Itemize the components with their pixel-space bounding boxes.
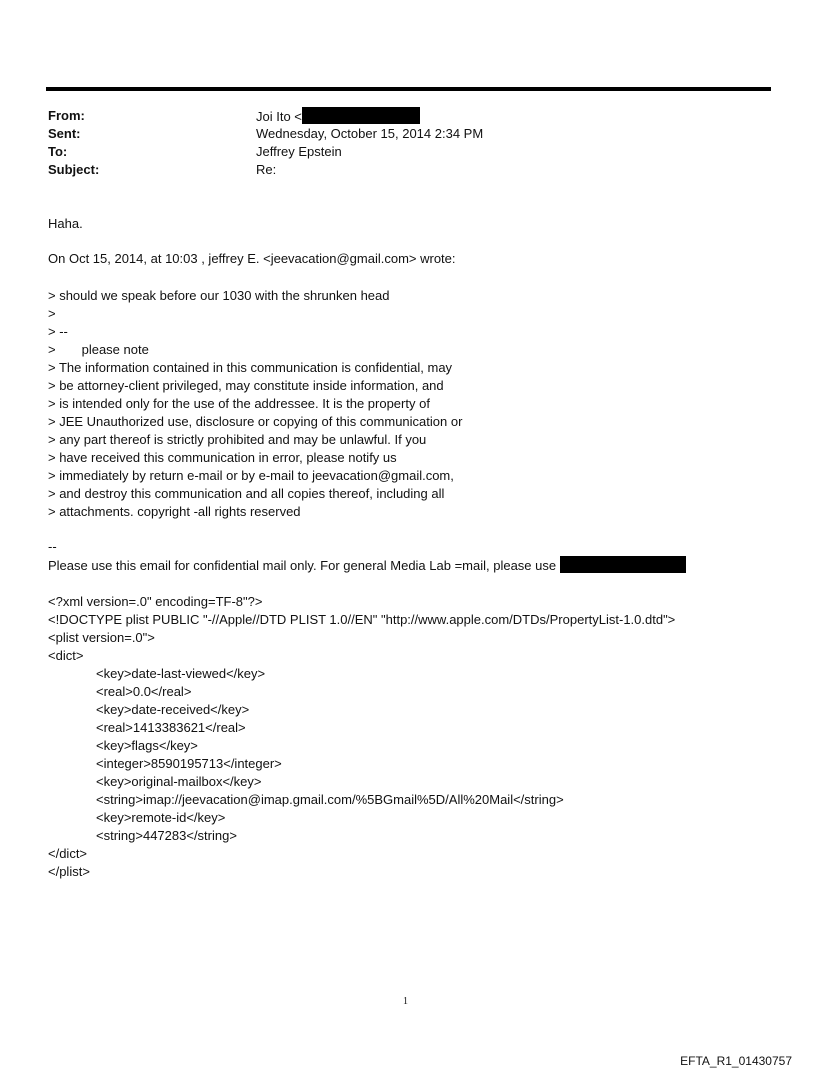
sent-label: Sent: xyxy=(48,126,81,141)
quoted-line: > xyxy=(48,306,56,321)
plist-open: <plist version=.0"> xyxy=(48,630,155,645)
quoted-line: > JEE Unauthorized use, disclosure or copying of this communication or xyxy=(48,414,463,429)
quote-marker: > xyxy=(48,342,56,357)
attribution: On Oct 15, 2014, at 10:03 , jeffrey E. <jeevacation@gmail.com> wrote: xyxy=(48,251,456,266)
quoted-line: > and destroy this communication and all copies thereof, including all xyxy=(48,486,445,501)
signature-separator: -- xyxy=(48,539,57,554)
quoted-line: > The information contained in this communication is confidential, may xyxy=(48,360,453,375)
signature-text: Please use this email for confidential mail only. For general Media Lab =mail, please use xyxy=(48,558,557,573)
plist-entry: <real>0.0</real> xyxy=(96,684,192,699)
plist-entry: <real>1413383621</real> xyxy=(96,720,246,735)
quoted-line: > have received this communication in error, please notify us xyxy=(48,450,397,465)
dict-open: <dict> xyxy=(48,648,84,663)
greeting: Haha. xyxy=(48,216,83,231)
plist-close: </plist> xyxy=(48,864,90,879)
quoted-line xyxy=(48,341,149,359)
to-value: Jeffrey Epstein xyxy=(256,144,342,159)
plist-entry: <key>flags</key> xyxy=(96,738,198,753)
sent-value: Wednesday, October 15, 2014 2:34 PM xyxy=(256,126,484,141)
from-name: Joi Ito < xyxy=(256,109,302,124)
plist-entry: <key>date-last-viewed</key> xyxy=(96,666,266,681)
plist-doctype: <!DOCTYPE plist PUBLIC "-//Apple//DTD PLIST 1.0//EN" "http://www.apple.com/DTDs/PropertyList-1.0.dtd"> xyxy=(48,612,676,627)
to-label: To: xyxy=(48,144,68,159)
redaction-box xyxy=(560,556,686,573)
quoted-line: > any part thereof is strictly prohibited and may be unlawful. If you xyxy=(48,432,427,447)
page-number: 1 xyxy=(403,996,408,1007)
quoted-line: > be attorney-client privileged, may constitute inside information, and xyxy=(48,378,444,393)
signature-line xyxy=(48,556,686,575)
please-note: please note xyxy=(81,342,149,357)
subject-label: Subject: xyxy=(48,162,100,177)
plist-entry: <integer>8590195713</integer> xyxy=(96,756,282,771)
header-rule xyxy=(46,87,771,91)
plist-xml-decl: <?xml version=.0" encoding=TF-8"?> xyxy=(48,594,263,609)
bates-number: EFTA_R1_01430757 xyxy=(680,1054,792,1068)
plist-entry: <key>remote-id</key> xyxy=(96,810,226,825)
quoted-line: > should we speak before our 1030 with the shrunken head xyxy=(48,288,390,303)
plist-entry: <string>imap://jeevacation@imap.gmail.com/%5BGmail%5D/All%20Mail</string> xyxy=(96,792,564,807)
subject-value: Re: xyxy=(256,162,277,177)
plist-entry: <key>original-mailbox</key> xyxy=(96,774,262,789)
quoted-line: > immediately by return e-mail or by e-mail to jeevacation@gmail.com, xyxy=(48,468,454,483)
quoted-line: > attachments. copyright -all rights reserved xyxy=(48,504,301,519)
redaction-box xyxy=(302,107,420,124)
quoted-line: > -- xyxy=(48,324,68,339)
from-label: From: xyxy=(48,108,85,123)
quoted-line: > is intended only for the use of the addressee. It is the property of xyxy=(48,396,430,411)
from-value xyxy=(256,107,420,126)
plist-entry: <string>447283</string> xyxy=(96,828,237,843)
dict-close: </dict> xyxy=(48,846,88,861)
plist-entry: <key>date-received</key> xyxy=(96,702,250,717)
